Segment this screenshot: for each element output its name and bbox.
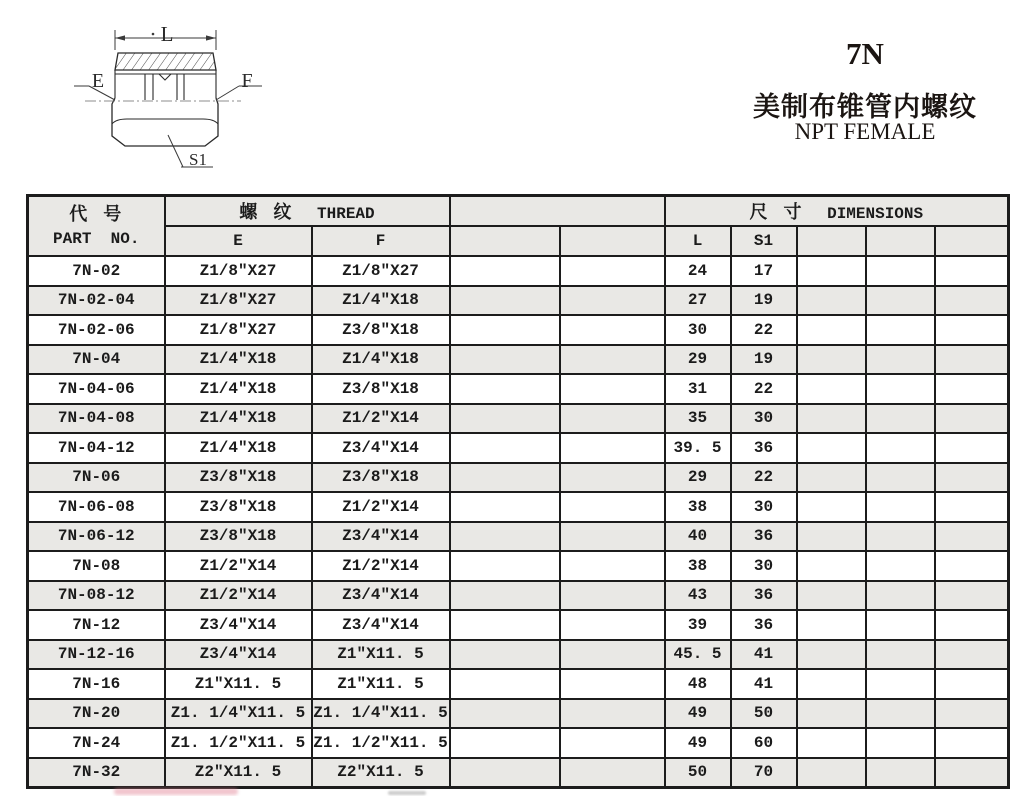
- table-row: [28, 581, 1009, 611]
- cell-blank: [866, 728, 935, 758]
- cell-blank: [935, 758, 1009, 788]
- cell-thread-e: Z1/2″X14: [165, 551, 312, 581]
- cell-blank: [560, 758, 665, 788]
- leader-f: [216, 86, 262, 100]
- table-row: [28, 315, 1009, 345]
- cell-blank: [797, 315, 866, 345]
- header-dimensions-zh: 尺 寸: [749, 202, 804, 222]
- cell-part-no: 7N-04-06: [28, 374, 165, 404]
- header-dimensions: [665, 196, 1009, 227]
- cell-blank: [935, 728, 1009, 758]
- cell-blank: [866, 374, 935, 404]
- cell-blank: [935, 699, 1009, 729]
- cell-blank: [797, 433, 866, 463]
- header-row-2: [28, 226, 1009, 256]
- table-row: [28, 492, 1009, 522]
- cell-part-no: 7N-32: [28, 758, 165, 788]
- table-row: [28, 286, 1009, 316]
- cell-blank: [866, 522, 935, 552]
- cell-blank: [560, 315, 665, 345]
- cell-blank: [560, 610, 665, 640]
- cell-blank: [797, 610, 866, 640]
- cell-thread-f: Z3/4″X14: [312, 433, 450, 463]
- cell-blank: [560, 404, 665, 434]
- cell-thread-f: Z3/8″X18: [312, 374, 450, 404]
- cell-blank: [866, 492, 935, 522]
- cell-thread-e: Z1/4″X18: [165, 433, 312, 463]
- cell-thread-e: Z3/4″X14: [165, 640, 312, 670]
- cell-s1: 30: [731, 404, 797, 434]
- cell-blank: [866, 345, 935, 375]
- spec-table: [26, 194, 1010, 789]
- label-l: L: [160, 22, 174, 46]
- cell-blank: [935, 492, 1009, 522]
- cell-blank: [797, 522, 866, 552]
- cell-s1: 30: [731, 551, 797, 581]
- cell-part-no: 7N-04: [28, 345, 165, 375]
- table-row: [28, 522, 1009, 552]
- cell-l: 50: [665, 758, 731, 788]
- cell-s1: 41: [731, 640, 797, 670]
- cell-thread-f: Z1″X11. 5: [312, 669, 450, 699]
- cell-part-no: 7N-12: [28, 610, 165, 640]
- cell-blank: [866, 286, 935, 316]
- cell-s1: 36: [731, 610, 797, 640]
- header-thread-zh: 螺 纹: [239, 202, 294, 222]
- cell-blank: [866, 315, 935, 345]
- cell-blank: [450, 256, 560, 286]
- cell-part-no: 7N-02-04: [28, 286, 165, 316]
- cell-blank: [560, 345, 665, 375]
- cell-part-no: 7N-24: [28, 728, 165, 758]
- cell-l: 29: [665, 345, 731, 375]
- cell-l: 40: [665, 522, 731, 552]
- cell-part-no: 7N-16: [28, 669, 165, 699]
- header-part-no-zh: 代 号: [69, 204, 124, 224]
- cell-blank: [866, 581, 935, 611]
- cell-blank: [560, 374, 665, 404]
- cell-blank: [450, 433, 560, 463]
- cell-blank: [797, 728, 866, 758]
- cell-part-no: 7N-06: [28, 463, 165, 493]
- cell-blank: [450, 374, 560, 404]
- header-row-1: [28, 196, 1009, 227]
- center-tick-marks: [151, 119, 165, 146]
- cell-thread-f: Z1/2″X14: [312, 492, 450, 522]
- header-part-no-en: PART NO.: [53, 230, 140, 248]
- cell-thread-e: Z1/8″X27: [165, 286, 312, 316]
- cell-s1: 22: [731, 315, 797, 345]
- scan-artifact: [388, 791, 426, 795]
- cell-part-no: 7N-06-12: [28, 522, 165, 552]
- header-col-blank: [450, 226, 560, 256]
- cell-part-no: 7N-08: [28, 551, 165, 581]
- cell-blank: [560, 640, 665, 670]
- cell-blank: [560, 728, 665, 758]
- cell-l: 27: [665, 286, 731, 316]
- header-col-blank: [797, 226, 866, 256]
- cell-blank: [450, 610, 560, 640]
- cell-blank: [935, 463, 1009, 493]
- cell-thread-e: Z1/4″X18: [165, 404, 312, 434]
- cell-blank: [935, 433, 1009, 463]
- cell-s1: 36: [731, 581, 797, 611]
- cell-l: 48: [665, 669, 731, 699]
- cell-s1: 36: [731, 433, 797, 463]
- header-dimensions-en: DIMENSIONS: [827, 205, 924, 223]
- cell-l: 24: [665, 256, 731, 286]
- cell-blank: [935, 286, 1009, 316]
- cell-s1: 17: [731, 256, 797, 286]
- cell-blank: [450, 315, 560, 345]
- cell-l: 38: [665, 551, 731, 581]
- cell-thread-f: Z1/2″X14: [312, 404, 450, 434]
- cell-blank: [935, 256, 1009, 286]
- cell-blank: [560, 492, 665, 522]
- cell-blank: [560, 699, 665, 729]
- cell-blank: [450, 492, 560, 522]
- table-row: [28, 610, 1009, 640]
- cell-thread-e: Z1/8″X27: [165, 256, 312, 286]
- cell-blank: [935, 581, 1009, 611]
- header-blank-span: [450, 196, 665, 227]
- cell-s1: 19: [731, 345, 797, 375]
- cell-thread-e: Z3/8″X18: [165, 463, 312, 493]
- table-row: [28, 551, 1009, 581]
- header-thread-en: THREAD: [317, 205, 375, 223]
- cell-thread-f: Z2″X11. 5: [312, 758, 450, 788]
- cell-thread-f: Z1″X11. 5: [312, 640, 450, 670]
- header-thread: [165, 196, 450, 227]
- cell-thread-f: Z3/4″X14: [312, 610, 450, 640]
- table-row: [28, 758, 1009, 788]
- cell-blank: [450, 640, 560, 670]
- cell-s1: 19: [731, 286, 797, 316]
- cell-thread-f: Z1/4″X18: [312, 286, 450, 316]
- cell-blank: [560, 433, 665, 463]
- cell-blank: [560, 286, 665, 316]
- cell-s1: 60: [731, 728, 797, 758]
- cell-part-no: 7N-04-08: [28, 404, 165, 434]
- cell-s1: 30: [731, 492, 797, 522]
- cell-blank: [560, 522, 665, 552]
- cell-thread-e: Z2″X11. 5: [165, 758, 312, 788]
- header-col-blank: [560, 226, 665, 256]
- cell-l: 39: [665, 610, 731, 640]
- cell-blank: [797, 345, 866, 375]
- table-row: [28, 640, 1009, 670]
- cell-thread-f: Z3/8″X18: [312, 315, 450, 345]
- cell-blank: [560, 463, 665, 493]
- cell-thread-e: Z3/8″X18: [165, 522, 312, 552]
- cell-blank: [797, 581, 866, 611]
- cell-s1: 22: [731, 463, 797, 493]
- cell-blank: [935, 315, 1009, 345]
- cell-l: 43: [665, 581, 731, 611]
- cell-blank: [797, 758, 866, 788]
- cell-blank: [866, 463, 935, 493]
- arrowhead-left: [115, 35, 125, 40]
- cell-thread-f: Z1/4″X18: [312, 345, 450, 375]
- cell-part-no: 7N-20: [28, 699, 165, 729]
- cell-blank: [797, 463, 866, 493]
- label-s1: S1: [189, 150, 207, 169]
- cell-blank: [450, 551, 560, 581]
- table-row: [28, 345, 1009, 375]
- cell-blank: [866, 610, 935, 640]
- table-row: [28, 404, 1009, 434]
- cell-thread-e: Z1/2″X14: [165, 581, 312, 611]
- header-col-blank: [866, 226, 935, 256]
- cell-l: 39. 5: [665, 433, 731, 463]
- cell-part-no: 7N-08-12: [28, 581, 165, 611]
- cell-blank: [797, 551, 866, 581]
- header-col-f: F: [312, 226, 450, 256]
- cell-blank: [797, 699, 866, 729]
- cell-l: 49: [665, 699, 731, 729]
- cell-blank: [450, 463, 560, 493]
- cell-blank: [450, 581, 560, 611]
- cell-s1: 22: [731, 374, 797, 404]
- cell-s1: 50: [731, 699, 797, 729]
- cell-thread-e: Z1/4″X18: [165, 374, 312, 404]
- table-row: [28, 463, 1009, 493]
- cell-thread-f: Z3/4″X14: [312, 522, 450, 552]
- cell-l: 45. 5: [665, 640, 731, 670]
- table-row: [28, 699, 1009, 729]
- arrowhead-right: [206, 35, 216, 40]
- table-row: [28, 256, 1009, 286]
- cell-blank: [935, 610, 1009, 640]
- cell-blank: [797, 374, 866, 404]
- cell-part-no: 7N-04-12: [28, 433, 165, 463]
- cell-blank: [866, 433, 935, 463]
- cell-blank: [935, 640, 1009, 670]
- cell-blank: [560, 581, 665, 611]
- cell-blank: [560, 669, 665, 699]
- cell-thread-f: Z3/8″X18: [312, 463, 450, 493]
- technical-drawing: [55, 8, 270, 183]
- cell-thread-e: Z1/8″X27: [165, 315, 312, 345]
- cell-l: 49: [665, 728, 731, 758]
- cell-blank: [560, 551, 665, 581]
- cell-blank: [450, 522, 560, 552]
- header-col-s1: S1: [731, 226, 797, 256]
- hex-body: [112, 98, 218, 146]
- hatched-band: [115, 53, 216, 70]
- cell-blank: [450, 728, 560, 758]
- cell-blank: [450, 404, 560, 434]
- cell-part-no: 7N-12-16: [28, 640, 165, 670]
- header-col-blank: [935, 226, 1009, 256]
- cell-blank: [935, 522, 1009, 552]
- cell-blank: [450, 699, 560, 729]
- cell-blank: [866, 640, 935, 670]
- cell-part-no: 7N-02-06: [28, 315, 165, 345]
- cell-thread-e: Z1. 1/4″X11. 5: [165, 699, 312, 729]
- cell-blank: [560, 256, 665, 286]
- label-e: E: [91, 70, 105, 92]
- table-row: [28, 433, 1009, 463]
- cell-blank: [866, 669, 935, 699]
- header-part-no: [28, 196, 165, 257]
- cell-s1: 36: [731, 522, 797, 552]
- cell-blank: [797, 640, 866, 670]
- cell-blank: [797, 669, 866, 699]
- table-row: [28, 669, 1009, 699]
- cell-blank: [450, 758, 560, 788]
- cell-blank: [450, 345, 560, 375]
- scan-artifact: [114, 788, 238, 795]
- cell-l: 38: [665, 492, 731, 522]
- cell-s1: 70: [731, 758, 797, 788]
- cell-l: 31: [665, 374, 731, 404]
- cell-blank: [935, 404, 1009, 434]
- cell-blank: [450, 669, 560, 699]
- header-col-l: L: [665, 226, 731, 256]
- table-row: [28, 728, 1009, 758]
- cell-part-no: 7N-02: [28, 256, 165, 286]
- title-english: NPT FEMALE: [794, 119, 936, 144]
- cell-blank: [797, 404, 866, 434]
- title-chinese: 美制布锥管内螺纹: [753, 92, 977, 122]
- cell-blank: [797, 256, 866, 286]
- cell-blank: [866, 758, 935, 788]
- cell-thread-e: Z1. 1/2″X11. 5: [165, 728, 312, 758]
- cell-l: 30: [665, 315, 731, 345]
- cell-thread-f: Z1. 1/4″X11. 5: [312, 699, 450, 729]
- cell-thread-e: Z3/4″X14: [165, 610, 312, 640]
- cell-thread-f: Z3/4″X14: [312, 581, 450, 611]
- cell-part-no: 7N-06-08: [28, 492, 165, 522]
- cell-blank: [935, 551, 1009, 581]
- cell-thread-f: Z1. 1/2″X11. 5: [312, 728, 450, 758]
- cell-blank: [935, 345, 1009, 375]
- cell-blank: [935, 374, 1009, 404]
- cell-blank: [450, 286, 560, 316]
- cell-blank: [866, 699, 935, 729]
- cell-blank: [866, 256, 935, 286]
- cell-thread-f: Z1/2″X14: [312, 551, 450, 581]
- dot-mark: [152, 33, 155, 36]
- cell-blank: [935, 669, 1009, 699]
- header-col-e: E: [165, 226, 312, 256]
- cell-blank: [866, 551, 935, 581]
- cell-thread-e: Z1″X11. 5: [165, 669, 312, 699]
- cell-blank: [866, 404, 935, 434]
- cell-thread-e: Z3/8″X18: [165, 492, 312, 522]
- cell-blank: [797, 286, 866, 316]
- cell-l: 35: [665, 404, 731, 434]
- cell-thread-e: Z1/4″X18: [165, 345, 312, 375]
- series-code: 7N: [846, 36, 884, 71]
- label-f: F: [241, 70, 253, 92]
- cell-s1: 41: [731, 669, 797, 699]
- table-row: [28, 374, 1009, 404]
- cell-thread-f: Z1/8″X27: [312, 256, 450, 286]
- cell-blank: [797, 492, 866, 522]
- cell-l: 29: [665, 463, 731, 493]
